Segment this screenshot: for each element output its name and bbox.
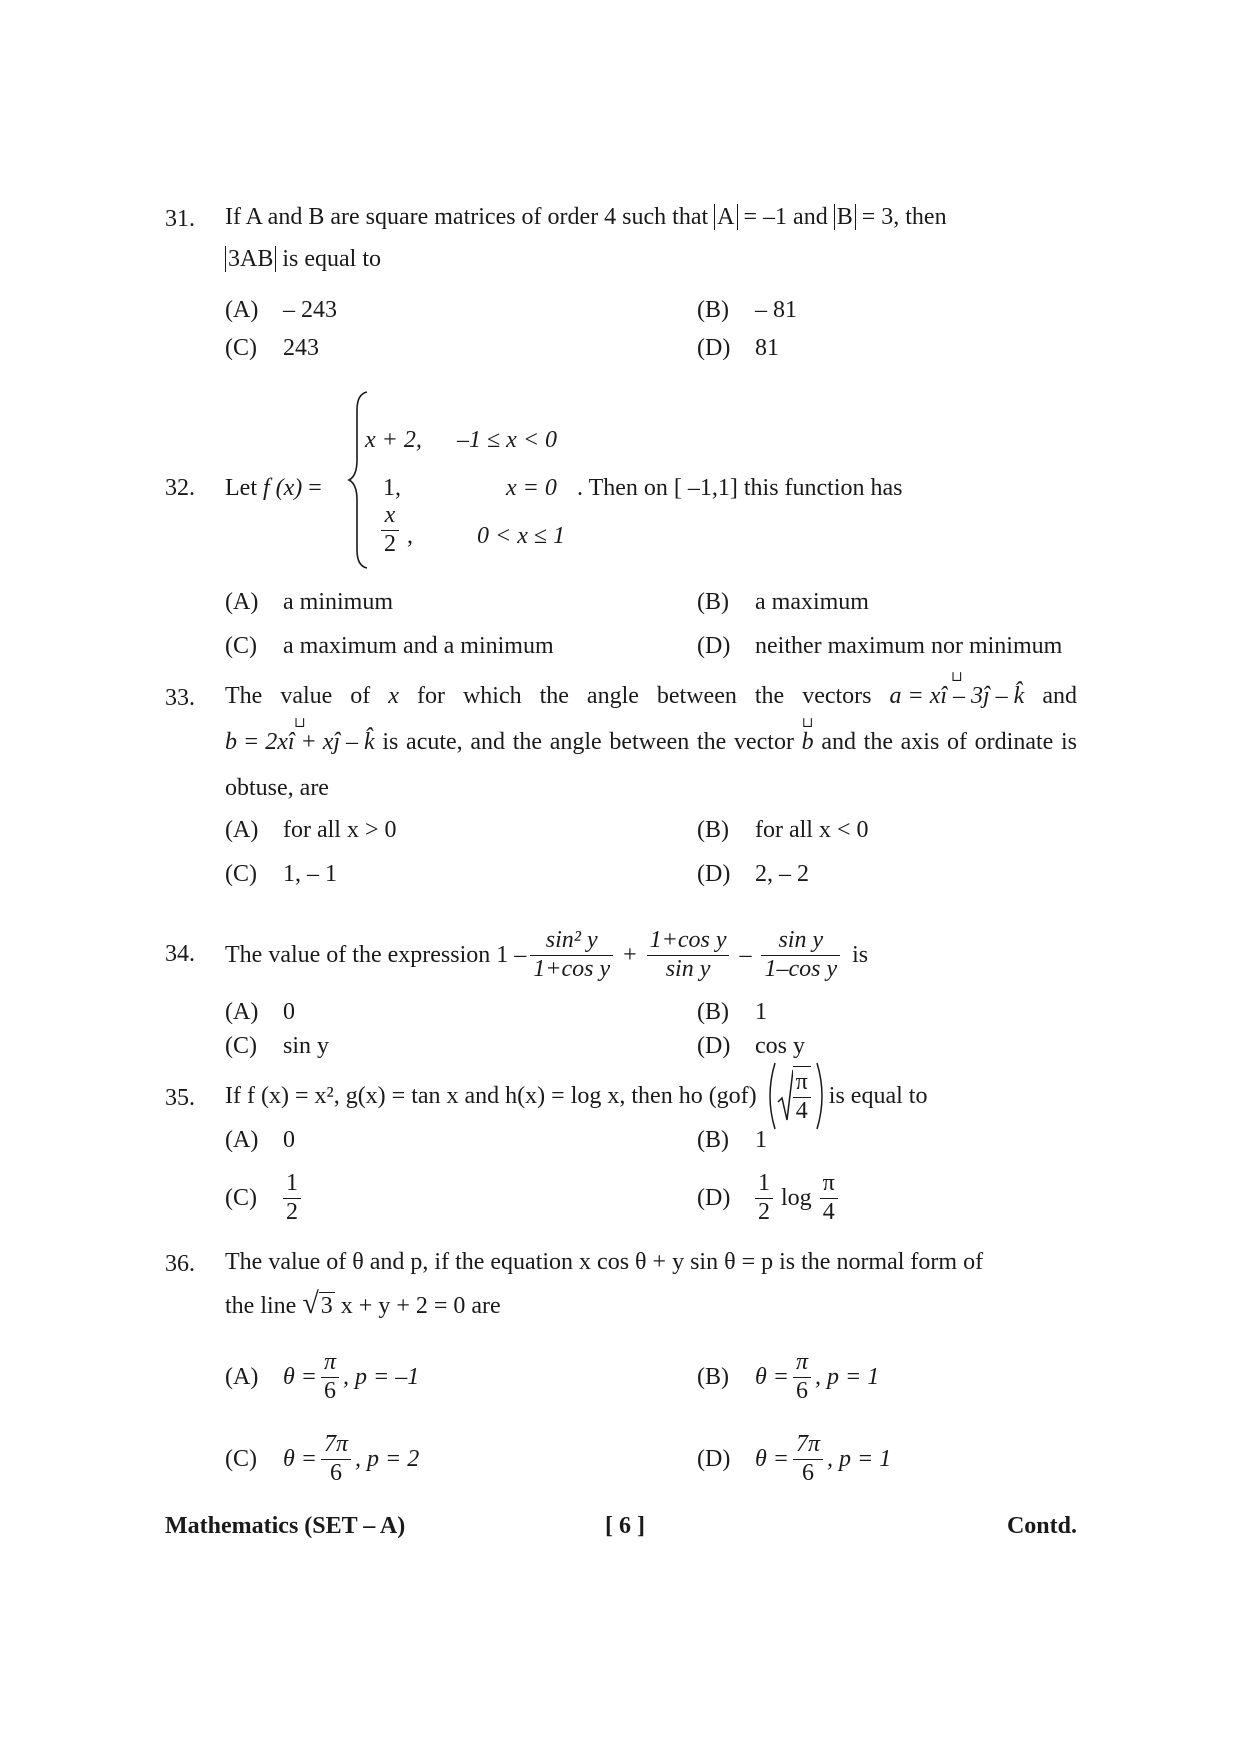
- page-number: [ 6 ]: [605, 1513, 645, 1539]
- options-35: [225, 1126, 1077, 1230]
- options-36: [225, 1345, 1077, 1491]
- option-a[interactable]: (A) 0: [225, 1127, 295, 1153]
- question-text: The value of θ and p, if the equation x cos θ + y sin θ = p is the normal form of the line √3 x + y + 2 = 0 are: [225, 1249, 984, 1320]
- option-d[interactable]: (D) 2, – 2: [697, 861, 809, 887]
- options-34: [225, 998, 1077, 1068]
- option-b[interactable]: (B) a maximum: [697, 589, 869, 615]
- question-text: The value of the expression 1 – $\frac{\text{sin² y}}{\text{1+cos y}}$ + $\frac{\text{1+cos y}}{\text{sin y}}$ – $\frac{\text{sin y}}{\text{1–cos y}}$ is: [225, 926, 869, 982]
- question-text: If f (x) = x², g(x) = tan x and h(x) = log x, then ho (gof) $\frac{\pi}{4}$ is equal to: [225, 1066, 927, 1126]
- question-text: If A and B are square matrices of order 4 such that A = –1 and B = 3, then 3AB is equal to: [225, 204, 947, 272]
- vector-a: ⊔ a = xî – 3ĵ – k̂: [890, 673, 1025, 719]
- option-d[interactable]: (D) $\frac{1}{2}$ log $\frac{\pi}{4}$: [697, 1166, 842, 1230]
- option-b[interactable]: (B) 1: [697, 999, 767, 1025]
- left-brace-icon: [347, 390, 371, 570]
- options-32: [225, 588, 1077, 668]
- option-d[interactable]: (D) 81: [697, 335, 779, 361]
- option-d[interactable]: (D) neither maximum nor minimum: [697, 633, 1063, 659]
- options-33: [225, 816, 1077, 896]
- option-c[interactable]: (C) θ = $\frac{7\pi}{6}$ , p = 2: [225, 1430, 420, 1486]
- question-number: 31.: [165, 206, 195, 232]
- option-c[interactable]: (C) sin y: [225, 1033, 330, 1059]
- question-36: [165, 1250, 1077, 1327]
- option-d[interactable]: (D) cos y: [697, 1033, 805, 1059]
- question-33: [165, 684, 1077, 811]
- question-number: 34.: [165, 941, 195, 967]
- options-31: [225, 296, 1077, 370]
- option-a[interactable]: (A) – 243: [225, 297, 337, 323]
- option-a[interactable]: (A) θ = $\frac{\pi}{6}$ , p = –1: [225, 1348, 420, 1404]
- option-a[interactable]: (A) a minimum: [225, 589, 393, 615]
- option-d[interactable]: (D) θ = $\frac{7\pi}{6}$ , p = 1: [697, 1430, 892, 1486]
- footer-subject: Mathematics (SET – A): [165, 1513, 406, 1539]
- option-c[interactable]: (C) 243: [225, 335, 319, 361]
- question-number: 35.: [165, 1085, 195, 1111]
- question-32: 32. Let f (x) = x + 2, –1 ≤ x < 0 1, x = 0 $\frac{x}{2}$ , 0 < x ≤ 1 . Then on [ –1,1] this function has: [165, 390, 1077, 570]
- option-b[interactable]: (B) for all x < 0: [697, 817, 869, 843]
- option-b[interactable]: (B) – 81: [697, 297, 797, 323]
- sqrt-icon: [777, 1068, 793, 1124]
- right-paren-icon: [815, 1061, 829, 1131]
- question-text: The value of x for which the angle between the vectors ⊔ a = xî – 3ĵ – k̂ and ⊔ b = 2xî + xĵ – k̂ is acute, and the angle between the vector ⊔ b and the axis of ordinate is obtuse, are: [225, 673, 1077, 811]
- option-c[interactable]: (C) $\frac{1}{2}$: [225, 1166, 305, 1230]
- option-c[interactable]: (C) a maximum and a minimum: [225, 633, 554, 659]
- option-b[interactable]: (B) 1: [697, 1127, 767, 1153]
- option-b[interactable]: (B) θ = $\frac{\pi}{6}$ , p = 1: [697, 1348, 880, 1404]
- option-a[interactable]: (A) 0: [225, 999, 295, 1025]
- vector-b: ⊔ b = 2xî + xĵ – k̂: [225, 719, 375, 765]
- footer-contd: Contd.: [1006, 1513, 1077, 1539]
- left-paren-icon: [763, 1061, 777, 1131]
- question-34: [165, 920, 1077, 990]
- question-number: 32.: [165, 475, 195, 501]
- question-number: 33.: [165, 685, 195, 711]
- option-a[interactable]: (A) for all x > 0: [225, 817, 397, 843]
- question-number: 36.: [165, 1251, 195, 1277]
- option-c[interactable]: (C) 1, – 1: [225, 861, 337, 887]
- question-31: [165, 205, 1077, 280]
